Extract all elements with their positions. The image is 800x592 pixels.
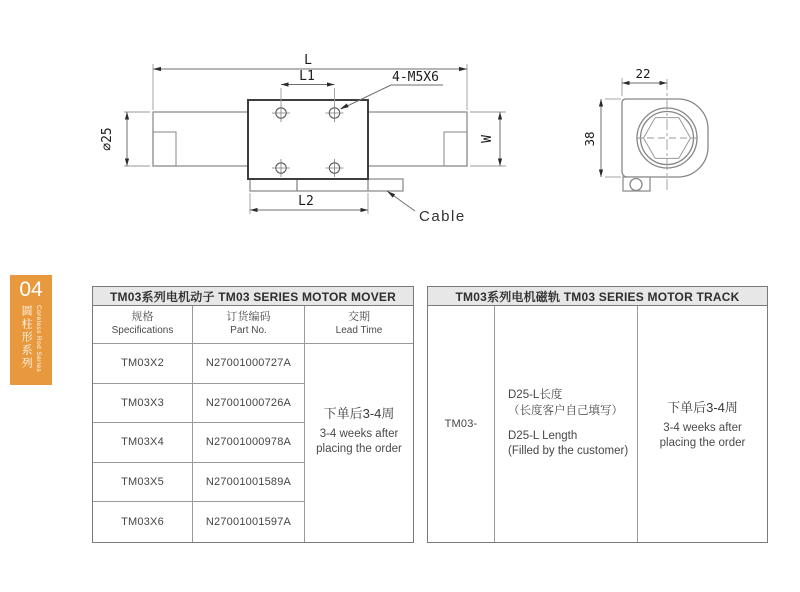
series-number: 04	[19, 278, 43, 301]
dim-label-dia: ⌀25	[100, 127, 115, 151]
dim-label-l2: L2	[298, 194, 314, 209]
track-table-title: TM03系列电机磁轨 TM03 SERIES MOTOR TRACK	[427, 286, 768, 306]
dimension-W	[470, 112, 506, 166]
track-model-cell: TM03-	[428, 306, 495, 542]
track-length-cell: D25-L长度 （长度客户自己填写） D25-L Length (Filled by the customer)	[495, 306, 638, 542]
dimension-38	[582, 99, 621, 177]
dim-label-22: 22	[635, 66, 651, 81]
dim-label-38: 38	[582, 131, 597, 147]
screw-callout-label: 4-M5X6	[392, 70, 439, 85]
col-header-specifications: 规格 Specifications	[93, 306, 193, 344]
spec-cell: TM03X2	[93, 344, 193, 384]
track-table	[427, 286, 768, 543]
series-badge	[10, 275, 52, 385]
spec-cell: TM03X5	[93, 463, 193, 503]
part-no-cell: N27001001589A	[193, 463, 305, 503]
part-no-cell: N27001000978A	[193, 423, 305, 463]
dim-label-l: L	[304, 53, 312, 68]
mover-table	[92, 286, 414, 543]
dimension-dia25	[100, 112, 150, 166]
col-header-part-no: 订货编码 Part No.	[193, 306, 305, 344]
mover-lead-time-cell: 下单后3-4周 3-4 weeks after placing the order	[316, 405, 402, 455]
dim-label-w: W	[480, 135, 495, 143]
mounting-plate	[250, 179, 403, 191]
end-view	[622, 79, 708, 191]
cable-callout	[387, 191, 466, 225]
part-no-cell: N27001000726A	[193, 384, 305, 424]
col-header-lead-time: 交期 Lead Time	[305, 306, 413, 344]
dim-label-l1: L1	[299, 69, 315, 84]
dimension-22	[622, 66, 667, 96]
mover-block	[248, 100, 368, 179]
part-no-cell: N27001000727A	[193, 344, 305, 384]
track-lead-time-cell: 下单后3-4周 3-4 weeks after placing the order	[659, 399, 746, 449]
main-view	[153, 100, 467, 191]
spec-cell: TM03X4	[93, 423, 193, 463]
mover-table-title: TM03系列电机动子 TM03 SERIES MOTOR MOVER	[92, 286, 414, 306]
dimension-L2	[250, 193, 368, 214]
spec-cell: TM03X6	[93, 502, 193, 542]
technical-drawing	[0, 0, 800, 260]
series-name-cn: 圆柱形系列	[20, 305, 33, 370]
spec-cell: TM03X3	[93, 384, 193, 424]
part-no-cell: N27001001597A	[193, 502, 305, 542]
cable-label: Cable	[419, 208, 466, 225]
series-name-en: Coreless Rod Series	[34, 305, 42, 373]
